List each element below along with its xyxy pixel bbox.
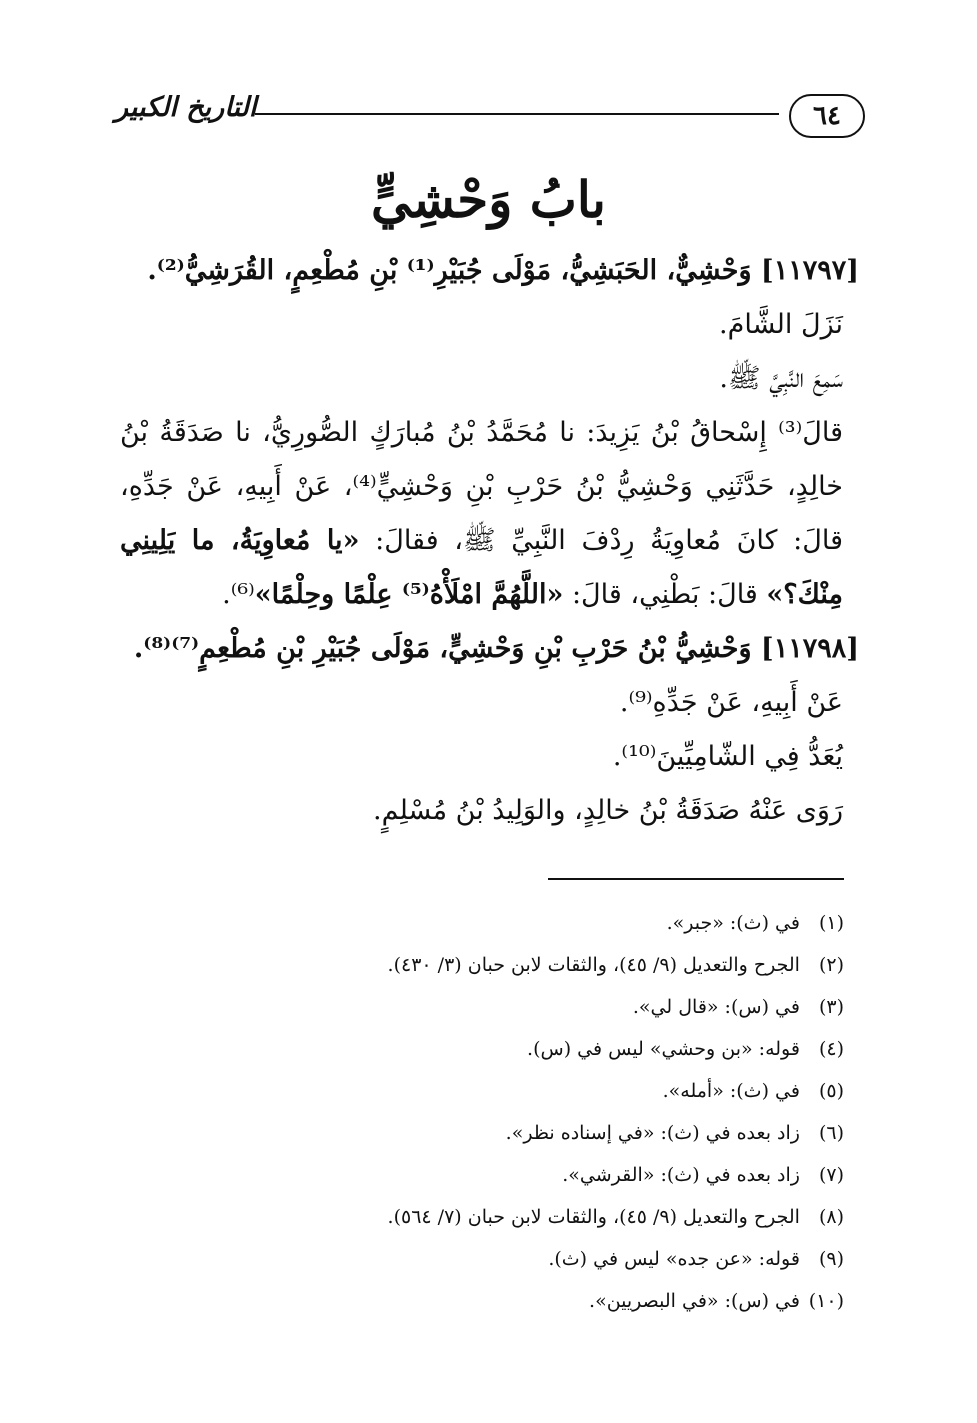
hadith-text: ⁽⁶⁾. xyxy=(222,579,255,610)
hadith-quote: «يا مُعاوِيَةُ، ما يَلِينِي مِنْكَ؟» xyxy=(120,525,843,610)
footnote-number: (٤) xyxy=(818,1038,844,1060)
hadith-text: قالَ: بَطْنِي، قالَ: xyxy=(563,579,767,610)
footnote-number: (٨) xyxy=(818,1206,844,1228)
footnotes xyxy=(120,902,844,1322)
running-header xyxy=(115,92,865,148)
footnote xyxy=(120,1112,844,1154)
footnote xyxy=(120,986,844,1028)
footnote-text: في (ث): «أمله». xyxy=(662,1080,800,1102)
main-text xyxy=(120,244,859,838)
footnote-text: قوله: «بن وحشي» ليس في (س). xyxy=(527,1038,800,1060)
footnote-text: قوله: «عن جده» ليس في (ث). xyxy=(548,1248,800,1270)
hadith-paragraph xyxy=(120,406,859,622)
book-title: التاريخ الكبير xyxy=(115,92,257,123)
entry-line: يُعَدُّ فِي الشّامِيِّينَ⁽¹⁰⁾. xyxy=(612,741,843,772)
entry-line: عَنْ أَبِيهِ، عَنْ جَدِّهِ⁽⁹⁾. xyxy=(619,687,843,718)
page-number: ٦٤ xyxy=(789,94,865,138)
entry-heading-11798: [١١٧٩٨] وَحْشِيُّ بْنُ حَرْبِ بْنِ وَحْشِيٍّ، مَوْلَى جُبَيْرِ بْنِ مُطْعِمٍ⁽⁷⁾⁽⁸⁾. xyxy=(133,633,859,664)
footnote-text: في (ث): «جبر». xyxy=(666,912,800,934)
footnote xyxy=(120,902,844,944)
footnote-number: (٧) xyxy=(818,1164,844,1186)
entry-heading-11797: [١١٧٩٧] وَحْشِيٌّ، الحَبَشِيُّ، مَوْلَى جُبَيْرِ⁽¹⁾ بْنِ مُطْعِمٍ، القُرَشِيُّ⁽²⁾. xyxy=(147,255,859,286)
footnote xyxy=(120,1070,844,1112)
footnote-number: (١) xyxy=(818,912,844,934)
footnote xyxy=(120,944,844,986)
footnote-text: الجرح والتعديل (٩/ ٤٥)، والثقات لابن حبان (٣/ ٤٣٠). xyxy=(387,954,800,976)
footnote-text: زاد بعده في (ث): «في إسناده نظر». xyxy=(505,1122,800,1144)
hadith-quote: «اللَّهُمَّ امْلَأْهُ⁽⁵⁾ عِلْمًا وحِلْمًا» xyxy=(254,579,564,610)
footnote-number: (٣) xyxy=(818,996,844,1018)
footnote-number: (٩) xyxy=(818,1248,844,1270)
entry-line: سَمِعَ النَّبِيَّ ﷺ. xyxy=(719,363,843,394)
footnote xyxy=(120,1154,844,1196)
footnote-number: (٥) xyxy=(818,1080,844,1102)
footnote xyxy=(120,1028,844,1070)
footnote-number: (١٠) xyxy=(808,1290,844,1312)
footnote-text: في (س): «في البصريين». xyxy=(589,1290,800,1312)
footnote xyxy=(120,1238,844,1280)
entry-line: رَوَى عَنْهُ صَدَقَةُ بْنُ خالِدٍ، والوَلِيدُ بْنُ مُسْلِمٍ. xyxy=(373,795,843,826)
footnote-separator xyxy=(548,878,844,880)
entry-line: نَزَلَ الشَّامَ. xyxy=(719,309,843,340)
footnote xyxy=(120,1196,844,1238)
footnote xyxy=(120,1280,844,1322)
hadith-text: قالَ⁽³⁾ إِسْحاقُ بْنُ يَزِيدَ: نا مُحَمَّدُ بْنُ مُبارَكٍ الصُّورِيُّ، نا صَدَقَةُ بْنُ خالِدٍ، حَدَّثَنِي وَحْشِيُّ بْنُ حَرْبِ بْنِ وَحْشِيٍّ⁽⁴⁾، عَنْ أَبِيهِ، عَنْ جَدِّهِ، قالَ: كانَ مُعاوِيَةُ رِدْفَ النَّبِيِّ ﷺ، فقالَ: xyxy=(120,417,843,556)
footnote-text: الجرح والتعديل (٩/ ٤٥)، والثقات لابن حبان (٧/ ٥٦٤). xyxy=(387,1206,800,1228)
header-rule xyxy=(255,113,779,115)
footnote-number: (٢) xyxy=(818,954,844,976)
footnote-text: زاد بعده في (ث): «القرشي». xyxy=(562,1164,800,1186)
footnote-number: (٦) xyxy=(818,1122,844,1144)
footnote-text: في (س): «قال لي». xyxy=(632,996,800,1018)
chapter-title: بابُ وَحْشِيٍّ xyxy=(371,170,606,229)
